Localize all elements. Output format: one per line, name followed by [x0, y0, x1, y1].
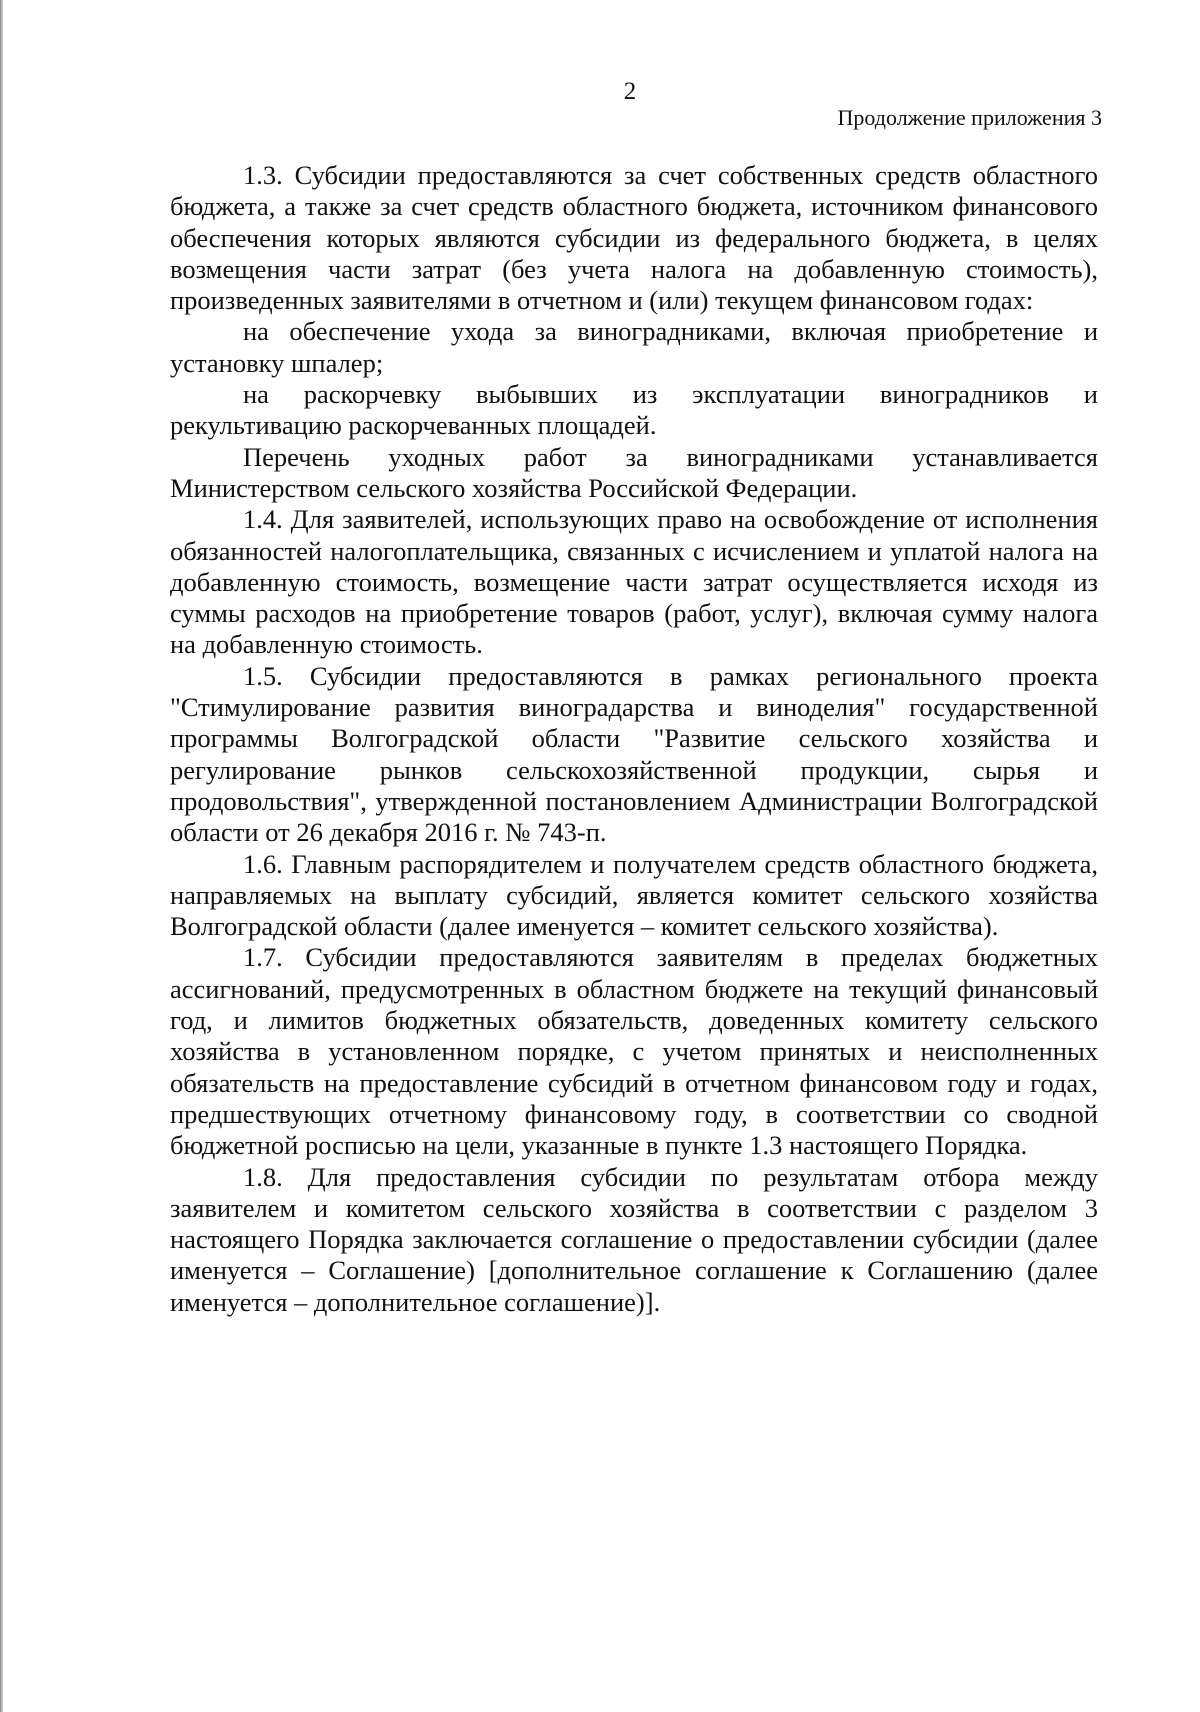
paragraph-1-6: 1.6. Главным распорядителем и получателем средств областного бюджета, направляемых на выплату субсидий, является комитет сельского хозяйства Волгоградской области (далее именуется – комитет сельского хозяйства).: [170, 848, 1098, 942]
page-number: 2: [623, 78, 637, 105]
paragraph-1-8: 1.8. Для предоставления субсидии по результатам отбора между заявителем и комитетом сельского хозяйства в соответствии с разделом 3 настоящего Порядка заключается соглашение о предоставлении субсидии (далее именуется – Соглашение) [дополнительное соглашение к Соглашению (далее именуется – дополнительное соглашение)].: [170, 1161, 1098, 1317]
scan-edge: [0, 0, 3, 1712]
paragraph-1-7: 1.7. Субсидии предоставляются заявителям в пределах бюджетных ассигнований, предусмотренных в областном бюджете на текущий финансовый год, и лимитов бюджетных обязательств, доведенных комитету сельского хозяйства в установленном порядке, с учетом принятых и неисполненных обязательств на предоставление субсидий в отчетном финансовом году и годах, предшествующих отчетному финансовому году, в соответствии со сводной бюджетной росписью на цели, указанные в пункте 1.3 настоящего Порядка.: [170, 942, 1098, 1161]
body-text: [170, 160, 1098, 1318]
paragraph-1-3: 1.3. Субсидии предоставляются за счет собственных средств областного бюджета, а также за счет средств областного бюджета, источником финансового обеспечения которых являются субсидии из федерального бюджета, в целях возмещения части затрат (без учета налога на добавленную стоимость), произведенных заявителями в отчетном и (или) текущем финансовом годах:: [170, 160, 1098, 316]
continuation-header: Продолжение приложения 3: [837, 105, 1102, 130]
paragraph-vineyard-care: на обеспечение ухода за виноградниками, включая приобретение и установку шпалер;: [170, 316, 1098, 378]
paragraph-1-5: 1.5. Субсидии предоставляются в рамках регионального проекта "Стимулирование развития виноградарства и виноделия" государственной программы Волгоградской области "Развитие сельского хозяйства и регулирование рынков сельскохозяйственной продукции, сырья и продовольствия", утвержденной постановлением Администрации Волгоградской области от 26 декабря 2016 г. № 743-п.: [170, 660, 1098, 848]
paragraph-1-4: 1.4. Для заявителей, использующих право на освобождение от исполнения обязанностей налогоплательщика, связанных с исчислением и уплатой налога на добавленную стоимость, возмещение части затрат осуществляется исходя из суммы расходов на приобретение товаров (работ, услуг), включая сумму налога на добавленную стоимость.: [170, 504, 1098, 660]
paragraph-work-list: Перечень уходных работ за виноградниками устанавливается Министерством сельского хозяйства Российской Федерации.: [170, 441, 1098, 503]
paragraph-uprooting: на раскорчевку выбывших из эксплуатации виноградников и рекультивацию раскорчеванных площадей.: [170, 379, 1098, 441]
